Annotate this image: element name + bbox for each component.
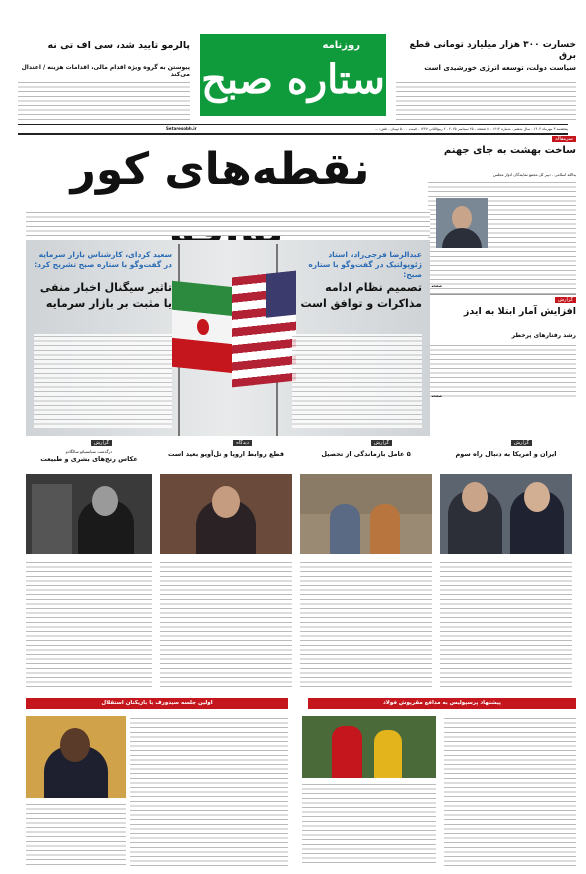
website[interactable]: Setaresobh.ir xyxy=(166,126,197,131)
column-2-kicker: گزارش xyxy=(371,440,392,446)
masthead xyxy=(0,0,586,138)
column-1-photo xyxy=(440,474,572,554)
column-4-body xyxy=(26,560,152,688)
feature-right-label: عبدالرضا فرجی‌راد، استاد ژئوپولتیک در گفت‌وگو با ستاره صبح: xyxy=(308,250,422,279)
logo[interactable]: ستاره صبح xyxy=(201,56,385,103)
sidebar-body-2 xyxy=(428,343,576,399)
sidebar xyxy=(428,136,576,436)
bottom-left-bar[interactable]: اولین جلسه سیدورف با بازیکنان استقلال xyxy=(26,698,288,709)
main-headline[interactable]: نقطه‌های کور xyxy=(70,144,370,195)
column-3-title[interactable]: قطع روابط اروپا و تل‌آویو بعید است xyxy=(168,450,284,458)
column-2-child-b xyxy=(370,504,400,554)
bottom-right-photo xyxy=(302,716,436,778)
sidebar-sub-2: رشد رفتارهای پرخطر xyxy=(511,332,576,339)
top-right-body xyxy=(396,80,576,120)
logo-sub: روزنامه xyxy=(322,40,360,51)
sidebar-divider-1 xyxy=(428,294,576,295)
column-4-title[interactable]: عکاس رنج‌های بشری و طبیعت xyxy=(40,455,138,463)
top-left-subheadline: پیوستن به گروه ویژه اقدام مالی، اقدامات هزینه‌ / اعتدال می‌کند xyxy=(21,64,190,78)
coach-face xyxy=(60,728,90,762)
sidebar-page-ref-2: صفحه xyxy=(431,394,442,398)
feature-right-body xyxy=(292,334,422,428)
column-1-face-a xyxy=(462,482,488,512)
column-3-body xyxy=(160,560,292,688)
column-1-kicker: گزارش xyxy=(511,440,532,446)
column-4-face xyxy=(92,486,118,516)
feature-intro-text xyxy=(26,210,430,236)
column-4-kicker: گزارش xyxy=(91,440,112,446)
iran-emblem xyxy=(197,318,209,335)
column-3-photo xyxy=(160,474,292,554)
bottom-left-photo xyxy=(26,716,126,798)
column-2-child-a xyxy=(330,504,360,554)
column-2-body xyxy=(300,560,432,688)
column-3 xyxy=(160,440,292,690)
feature-panel xyxy=(26,240,430,436)
dateline-rule-bottom xyxy=(18,133,568,135)
author-photo xyxy=(436,198,488,248)
column-3-kicker: دیدگاه xyxy=(233,440,252,446)
column-4-bg-figure xyxy=(32,484,72,554)
dateline: پنجشنبه ۳ مهرماه ۱۴۰۴ - سال ششم - شماره ۱۶۱۳ - ۸ صفحه - ۲۵ سپتامبر ۲۰۲۵ - ۲ ربیع‌الثانی ۱۴۴۷ - قیمت ۵۰۰۰ تومان - تلفن: ... xyxy=(374,127,568,131)
column-4-sub: درگذشت سباستیائو سالگادو xyxy=(65,449,113,454)
sidebar-body-1b xyxy=(428,254,576,294)
sidebar-kicker-1: سرمقاله xyxy=(552,136,576,142)
sidebar-title-1[interactable]: ساخت بهشت به جای جهنم xyxy=(443,145,576,156)
bottom-left-body-2 xyxy=(26,802,126,866)
sidebar-page-ref-1: صفحه xyxy=(431,284,442,288)
top-left-headline[interactable]: پالرمو تایید شد، سی اف تی نه xyxy=(47,40,190,51)
column-3-face xyxy=(212,486,240,518)
feature-left-title[interactable]: تاثیر سیگنال اخبار منفی یا مثبت بر بازار سرمایه xyxy=(39,281,172,310)
column-1-body xyxy=(440,560,572,688)
us-flag xyxy=(232,271,296,388)
top-right-subheadline: سیاست دولت، توسعه انرژی خورشیدی است xyxy=(424,64,576,72)
column-1-face-b xyxy=(524,482,550,512)
bottom-right-body-2 xyxy=(302,782,436,866)
column-2-photo xyxy=(300,474,432,554)
sidebar-author-1: یدالله اسلامی - دبیر کل مجمع نمایندگان ادوار مجلس xyxy=(492,172,576,177)
column-4 xyxy=(26,440,152,690)
iran-flag xyxy=(172,281,234,374)
column-2 xyxy=(300,440,432,690)
bottom-left-body xyxy=(130,716,288,866)
player-yellow xyxy=(374,730,402,778)
player-red xyxy=(332,726,362,778)
column-1-title[interactable]: ایران و امریکا به دنبال راه سوم xyxy=(455,450,557,458)
column-1 xyxy=(440,440,572,690)
top-left-body xyxy=(18,80,190,120)
column-4-photo xyxy=(26,474,152,554)
feature-right-title[interactable]: تصمیم نظام ادامه مذاکرات و توافق است xyxy=(300,281,422,310)
sidebar-title-2[interactable]: افزایش آمار ابتلا به ایدز xyxy=(463,306,576,317)
column-2-title[interactable]: ۵ عامل بازماندگی از تحصیل xyxy=(321,450,411,458)
dateline-rule-top xyxy=(18,124,568,125)
author-suit xyxy=(442,228,482,248)
column-2-wall xyxy=(300,474,432,514)
feature-left-body xyxy=(34,334,172,428)
top-right-headline[interactable]: خسارت ۳۰۰ هزار میلیارد تومانی قطع برق xyxy=(409,40,576,61)
author-face xyxy=(452,206,472,230)
bottom-right-bar[interactable]: پیشنهاد پرسپولیس به مدافع مقرپوش فولاد xyxy=(308,698,576,709)
feature-left-label: سعید کردای، کارشناس بازار سرمایه در گفت‌وگو با ستاره صبح تشریح کرد: xyxy=(34,250,172,269)
column-row xyxy=(26,440,572,690)
bottom-right-body xyxy=(444,716,576,866)
sidebar-kicker-2: گزارش xyxy=(555,297,576,303)
